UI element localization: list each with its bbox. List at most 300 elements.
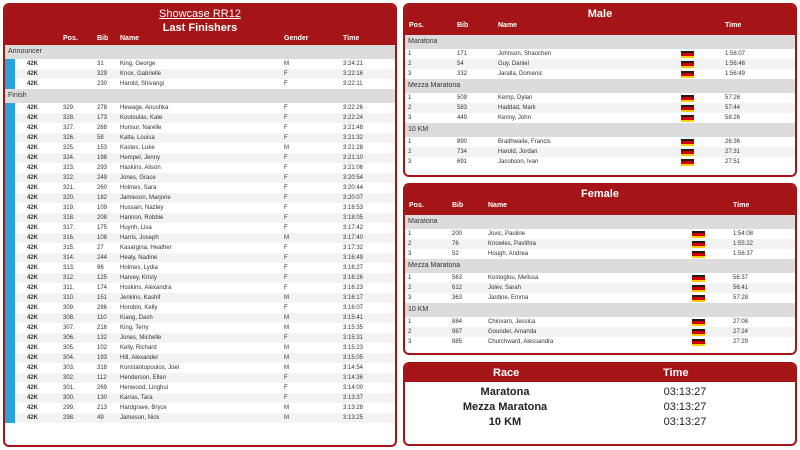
col-pos: Pos. — [409, 202, 424, 209]
finish-time: 3:20:07 — [343, 195, 364, 201]
finish-time: 58:26 — [725, 115, 741, 121]
race-label: 42K — [27, 81, 39, 87]
runner-name: Kastes, Luke — [120, 145, 155, 151]
position: 312. — [63, 275, 75, 281]
position: 305. — [63, 345, 75, 351]
germany-flag-icon — [692, 251, 705, 258]
germany-flag-icon — [681, 105, 694, 112]
race-label: 42K — [27, 275, 39, 281]
position: 1 — [408, 139, 412, 145]
race-name: Maratona — [480, 386, 530, 398]
race-label: 42K — [27, 145, 39, 151]
germany-flag-icon — [692, 295, 705, 302]
runner-name: Henwood, Linghui — [120, 385, 169, 391]
last-finishers-panel — [3, 3, 397, 447]
runner-name: Jolev, Sarah — [488, 285, 521, 291]
finisher-row[interactable] — [5, 393, 395, 403]
bib-number: 96 — [97, 265, 104, 271]
position: 313. — [63, 265, 75, 271]
male-panel — [403, 3, 797, 177]
finisher-row[interactable] — [5, 313, 395, 323]
finish-time: 3:20:44 — [343, 185, 364, 191]
bib-number: 27 — [97, 245, 104, 251]
bib-number: 216 — [97, 325, 108, 331]
finish-time: 3:22:24 — [343, 115, 364, 121]
podium-row — [405, 317, 795, 327]
gender: F — [284, 285, 288, 291]
finish-time: 3:21:28 — [343, 145, 364, 151]
position: 307. — [63, 325, 75, 331]
race-color-bar — [5, 233, 15, 243]
runner-name: Harold, Jordan — [498, 149, 538, 155]
podium-row — [405, 283, 795, 293]
bib-number: 76 — [452, 241, 459, 247]
bib-number: 110 — [97, 315, 107, 321]
race-clock-header — [405, 364, 795, 382]
gender: M — [284, 315, 289, 321]
race-color-bar — [5, 223, 15, 233]
finish-time: 27:31 — [725, 149, 741, 155]
finisher-row[interactable] — [5, 69, 395, 79]
gender: M — [284, 345, 289, 351]
race-label: 42K — [27, 175, 39, 181]
germany-flag-icon — [692, 329, 705, 336]
position: 301. — [63, 385, 75, 391]
runner-name: Huynh, Lisa — [120, 225, 152, 231]
bib-number: 193 — [97, 355, 108, 361]
female-results — [405, 215, 795, 347]
col-bib: Bib — [452, 202, 464, 209]
finishers-list[interactable] — [5, 45, 395, 423]
germany-flag-icon — [681, 139, 694, 146]
race-label: 42K — [27, 385, 39, 391]
race-label: 42K — [27, 365, 39, 371]
runner-name: Kostoglou, Melissa — [488, 275, 539, 281]
bib-number: 244 — [97, 255, 108, 261]
finisher-row[interactable] — [5, 233, 395, 243]
finisher-row[interactable] — [5, 203, 395, 213]
bib-number: 293 — [97, 165, 108, 171]
race-label: 42K — [27, 205, 39, 211]
col-pos: Pos. — [409, 22, 424, 29]
position: 2 — [408, 61, 412, 67]
position: 317. — [63, 225, 75, 231]
race-label: 42K — [27, 325, 39, 331]
race-color-bar — [5, 203, 15, 213]
finish-time: 1:56:07 — [725, 51, 746, 57]
finish-time: 1:55:22 — [733, 241, 754, 247]
gender: F — [284, 165, 288, 171]
gender: F — [284, 225, 288, 231]
position: 299. — [63, 405, 75, 411]
position: 300. — [63, 395, 75, 401]
gender: F — [284, 125, 288, 131]
runner-name: Kiang, Dash — [120, 315, 153, 321]
race-name: Mezza Maratona — [462, 401, 548, 413]
position: 298. — [63, 415, 75, 421]
position: 1 — [408, 95, 412, 101]
position: 315. — [63, 245, 75, 251]
race-label: 42K — [27, 71, 39, 77]
finisher-row[interactable] — [5, 153, 395, 163]
position: 309. — [63, 305, 75, 311]
runner-name: Hardgrave, Bryce — [120, 405, 167, 411]
position: 2 — [408, 149, 412, 155]
race-label: 42K — [27, 115, 39, 121]
finisher-row[interactable] — [5, 163, 395, 173]
position: 2 — [408, 105, 412, 111]
race-color-bar — [5, 193, 15, 203]
race-color-bar — [5, 343, 15, 353]
podium-row — [405, 327, 795, 337]
bib-number: 363 — [452, 295, 463, 301]
finisher-row[interactable] — [5, 173, 395, 183]
finish-time: 3:17:42 — [343, 225, 364, 231]
group-header: Finish — [5, 89, 395, 103]
gender: F — [284, 245, 288, 251]
finisher-row[interactable] — [5, 133, 395, 143]
bib-number: 318 — [97, 365, 108, 371]
bib-number: 987 — [452, 329, 463, 335]
runner-name: Henderson, Ellen — [120, 375, 167, 381]
finisher-row[interactable] — [5, 253, 395, 263]
position: 316. — [63, 235, 75, 241]
gender: M — [284, 405, 289, 411]
race-color-bar — [5, 383, 15, 393]
race-label: 42K — [27, 395, 39, 401]
gender: M — [284, 145, 289, 151]
col-time: Time — [663, 367, 689, 379]
finisher-row[interactable] — [5, 243, 395, 253]
finish-time: 27:08 — [733, 319, 749, 325]
bib-number: 153 — [97, 145, 108, 151]
position: 329. — [63, 105, 75, 111]
finisher-row[interactable] — [5, 283, 395, 293]
col-name: Name — [498, 22, 518, 29]
finish-time: 3:14:00 — [343, 385, 364, 391]
position: 327. — [63, 125, 75, 131]
gender: F — [284, 205, 288, 211]
bib-number: 112 — [97, 375, 107, 381]
race-clock-row — [405, 415, 795, 430]
podium-row — [405, 69, 795, 79]
finisher-row[interactable] — [5, 123, 395, 133]
finish-time: 3:15:35 — [343, 325, 364, 331]
bib-number: 208 — [97, 215, 108, 221]
runner-name: Guy, Daniel — [498, 61, 529, 67]
race-group-header: 10 KM — [405, 123, 795, 137]
germany-flag-icon — [681, 159, 694, 166]
position: 3 — [408, 159, 412, 165]
runner-name: Hough, Andrea — [488, 251, 529, 257]
bib-number: 173 — [97, 115, 108, 121]
runner-name: Jovic, Pauline — [488, 231, 526, 237]
race-color-bar — [5, 413, 15, 423]
finish-time: 1:54:08 — [733, 231, 754, 237]
race-label: 42K — [27, 195, 39, 201]
runner-name: King, George — [120, 61, 156, 67]
male-results — [405, 35, 795, 167]
podium-row — [405, 59, 795, 69]
gender: F — [284, 305, 288, 311]
bib-number: 175 — [97, 225, 108, 231]
bib-number: 182 — [97, 195, 108, 201]
race-color-bar — [5, 373, 15, 383]
finish-time: 3:21:10 — [343, 155, 364, 161]
position: 1 — [408, 319, 412, 325]
finish-time: 3:13:37 — [343, 395, 364, 401]
position: 321. — [63, 185, 75, 191]
finish-time: 57:26 — [725, 95, 741, 101]
runner-name: Holmes, Sara — [120, 185, 157, 191]
bib-number: 102 — [97, 345, 108, 351]
gender: F — [284, 375, 288, 381]
event-title-link[interactable]: Showcase RR12 — [159, 8, 241, 20]
finisher-row[interactable] — [5, 373, 395, 383]
race-color-bar — [5, 283, 15, 293]
finish-time: 3:16:26 — [343, 275, 364, 281]
gender: F — [284, 195, 288, 201]
bib-number: 130 — [97, 395, 108, 401]
runner-name: Jamieson, Marjorie — [120, 195, 171, 201]
panel-subtitle: Last Finishers — [162, 22, 238, 34]
position: 3 — [408, 251, 412, 257]
finish-time: 3:22:16 — [343, 71, 364, 77]
race-color-bar — [5, 363, 15, 373]
finisher-row[interactable] — [5, 213, 395, 223]
finisher-row[interactable] — [5, 113, 395, 123]
bib-number: 563 — [452, 275, 463, 281]
finisher-row[interactable] — [5, 183, 395, 193]
finish-time: 1:56:37 — [733, 251, 754, 257]
gender: F — [284, 335, 288, 341]
gender: F — [284, 255, 288, 261]
finish-time: 57:28 — [733, 295, 749, 301]
podium-row — [405, 337, 795, 347]
runner-name: Haskins, Alison — [120, 165, 161, 171]
finisher-row[interactable] — [5, 403, 395, 413]
finisher-row[interactable] — [5, 343, 395, 353]
podium-row — [405, 137, 795, 147]
finish-time: 1:56:49 — [725, 71, 746, 77]
finish-time: 3:17:32 — [343, 245, 364, 251]
podium-row — [405, 239, 795, 249]
finish-time: 3:16:23 — [343, 285, 364, 291]
race-color-bar — [5, 143, 15, 153]
finish-time: 3:24:21 — [343, 61, 364, 67]
gender: M — [284, 325, 289, 331]
runner-name: Knox, Gabrielle — [120, 71, 162, 77]
race-color-bar — [5, 163, 15, 173]
finisher-row[interactable] — [5, 303, 395, 313]
gender: F — [284, 265, 288, 271]
bib-number: 885 — [452, 339, 463, 345]
position: 320. — [63, 195, 75, 201]
race-elapsed-time: 03:13:27 — [663, 401, 707, 413]
bib-number: 125 — [97, 275, 108, 281]
gender: F — [284, 71, 288, 77]
finisher-row[interactable] — [5, 363, 395, 373]
race-color-bar — [5, 393, 15, 403]
bib-number: 612 — [452, 285, 463, 291]
runner-name: Kasargina, Heather — [120, 245, 172, 251]
runner-name: Jameson, Nick — [120, 415, 160, 421]
race-group-header: Maratona — [405, 215, 795, 229]
finish-time: 56:37 — [733, 275, 749, 281]
position: 328. — [63, 115, 75, 121]
race-elapsed-time: 03:13:27 — [663, 416, 707, 428]
finish-time: 3:13:28 — [343, 405, 364, 411]
male-column-header — [405, 19, 795, 33]
germany-flag-icon — [692, 231, 705, 238]
finisher-row[interactable] — [5, 143, 395, 153]
gender: F — [284, 135, 288, 141]
finish-time: 3:13:25 — [343, 415, 364, 421]
position: 318. — [63, 215, 75, 221]
germany-flag-icon — [681, 95, 694, 102]
race-label: 42K — [27, 225, 39, 231]
position: 322. — [63, 175, 75, 181]
runner-name: Karras, Tara — [120, 395, 153, 401]
race-color-bar — [5, 263, 15, 273]
bib-number: 249 — [97, 175, 108, 181]
runner-name: Hewage, Anushka — [120, 105, 169, 111]
runner-name: Churchward, Alessandra — [488, 339, 554, 345]
bib-number: 174 — [97, 285, 108, 291]
position: 314. — [63, 255, 75, 261]
race-clock-list — [405, 382, 795, 430]
finisher-row[interactable] — [5, 193, 395, 203]
race-color-bar — [5, 403, 15, 413]
runner-name: Gounder, Amanda — [488, 329, 537, 335]
finish-time: 3:22:26 — [343, 105, 364, 111]
podium-row — [405, 229, 795, 239]
race-label: 42K — [27, 245, 39, 251]
race-color-bar — [5, 303, 15, 313]
runner-name: Hoskins, Alexandra — [120, 285, 172, 291]
finisher-row[interactable] — [5, 333, 395, 343]
finish-time: 3:15:23 — [343, 345, 364, 351]
position: 306. — [63, 335, 75, 341]
germany-flag-icon — [692, 241, 705, 248]
finish-time: 3:15:31 — [343, 335, 364, 341]
female-panel — [403, 183, 797, 355]
finisher-row[interactable] — [5, 223, 395, 233]
podium-row — [405, 293, 795, 303]
finish-time: 3:17:40 — [343, 235, 364, 241]
race-color-bar — [5, 133, 15, 143]
race-color-bar — [5, 273, 15, 283]
finish-time: 27:29 — [733, 339, 749, 345]
race-label: 42K — [27, 135, 39, 141]
race-label: 42K — [27, 345, 39, 351]
gender: M — [284, 415, 289, 421]
position: 303. — [63, 365, 75, 371]
bib-number: 449 — [457, 115, 468, 121]
bib-number: 132 — [97, 335, 108, 341]
race-color-bar — [5, 103, 15, 113]
runner-name: Knowles, Pavithra — [488, 241, 537, 247]
finisher-row[interactable] — [5, 263, 395, 273]
runner-name: Kelly, Richard — [120, 345, 157, 351]
runner-name: Hannon, Robbie — [120, 215, 164, 221]
finisher-row[interactable] — [5, 293, 395, 303]
gender: F — [284, 275, 288, 281]
finisher-row[interactable] — [5, 353, 395, 363]
race-label: 42K — [27, 315, 39, 321]
runner-name: Kalta, Louisa — [120, 135, 155, 141]
runner-name: Haddad, Mark — [498, 105, 536, 111]
race-group-header: Maratona — [405, 35, 795, 49]
bib-number: 54 — [457, 61, 464, 67]
race-color-bar — [5, 123, 15, 133]
finish-time: 3:20:54 — [343, 175, 364, 181]
runner-name: Johnson, Shaochen — [498, 51, 552, 57]
race-label: 42K — [27, 405, 39, 411]
position: 2 — [408, 329, 412, 335]
race-clock-row — [405, 385, 795, 400]
col-time: Time — [733, 202, 750, 209]
finisher-row[interactable] — [5, 79, 395, 89]
gender: M — [284, 355, 289, 361]
race-label: 42K — [27, 265, 39, 271]
finisher-row[interactable] — [5, 413, 395, 423]
finisher-row[interactable] — [5, 323, 395, 333]
podium-row — [405, 157, 795, 167]
position: 3 — [408, 115, 412, 121]
race-label: 42K — [27, 125, 39, 131]
race-label: 42K — [27, 335, 39, 341]
finish-time: 56:41 — [733, 285, 749, 291]
finisher-row[interactable] — [5, 103, 395, 113]
bib-number: 884 — [452, 319, 463, 325]
male-title: Male — [587, 8, 613, 20]
bib-number: 198 — [97, 155, 108, 161]
position: 324. — [63, 155, 75, 161]
race-clock-row — [405, 400, 795, 415]
germany-flag-icon — [692, 319, 705, 326]
bib-number: 230 — [97, 81, 108, 87]
position: 310. — [63, 295, 75, 301]
runner-name: Jones, Grace — [120, 175, 156, 181]
race-label: 42K — [27, 355, 39, 361]
bib-number: 58 — [97, 135, 104, 141]
finisher-row[interactable] — [5, 273, 395, 283]
bib-number: 260 — [97, 185, 108, 191]
position: 3 — [408, 295, 412, 301]
gender: F — [284, 81, 288, 87]
finisher-row[interactable] — [5, 59, 395, 69]
position: 311. — [63, 285, 75, 291]
last-finishers-header — [5, 5, 395, 45]
germany-flag-icon — [692, 285, 705, 292]
finish-time: 3:16:49 — [343, 255, 364, 261]
male-header — [405, 5, 795, 35]
runner-name: Harvey, Kristy — [120, 275, 157, 281]
runner-name: Horobin, Kelly — [120, 305, 158, 311]
finish-time: 57:44 — [725, 105, 741, 111]
race-label: 42K — [27, 61, 39, 67]
gender: F — [284, 115, 288, 121]
germany-flag-icon — [681, 51, 694, 58]
finisher-row[interactable] — [5, 383, 395, 393]
gender: F — [284, 215, 288, 221]
race-name: 10 KM — [488, 416, 522, 428]
runner-name: Hempel, Jenny — [120, 155, 161, 161]
position: 3 — [408, 71, 412, 77]
gender: F — [284, 105, 288, 111]
podium-row — [405, 113, 795, 123]
